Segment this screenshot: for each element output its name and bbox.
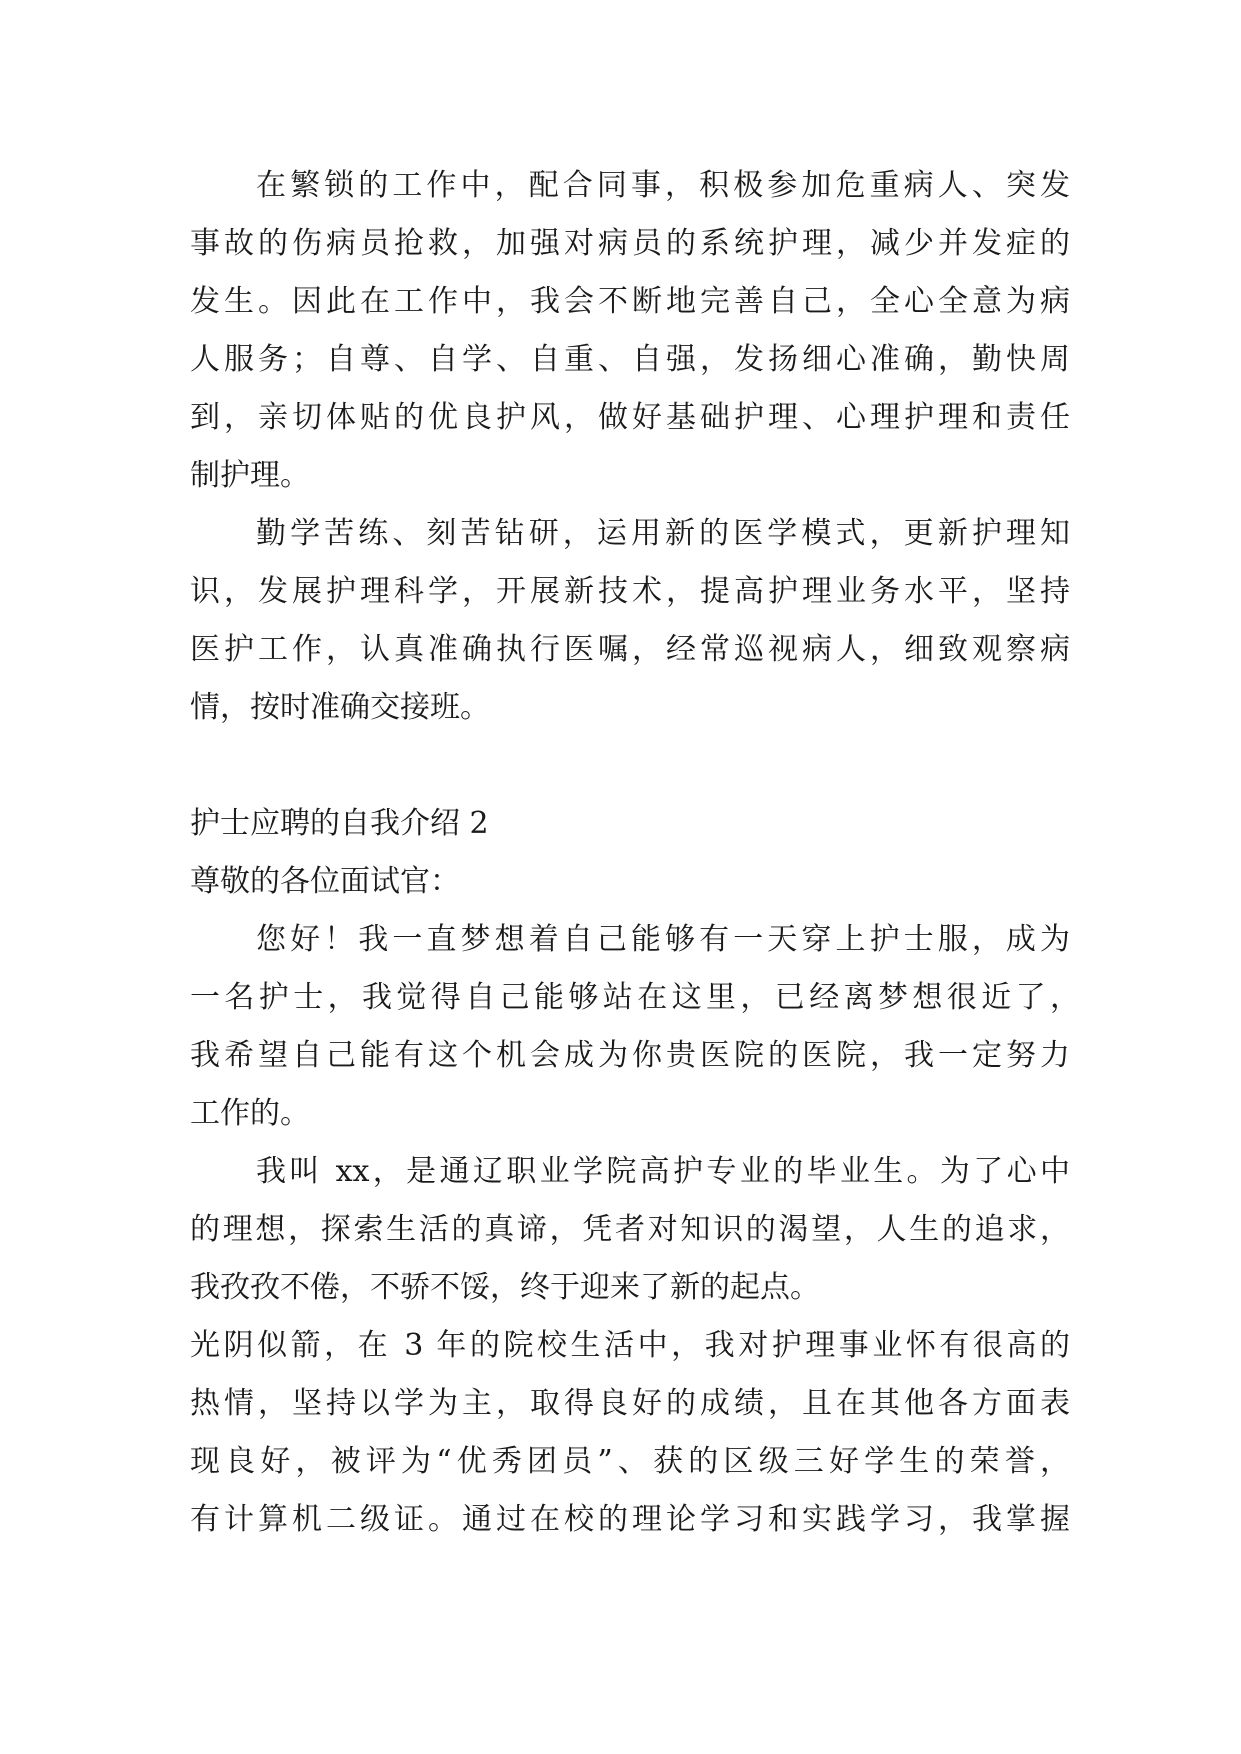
paragraph-4-line-3: 我孜孜不倦，不骄不馁，终于迎来了新的起点。: [190, 1270, 820, 1305]
paragraph-2-line-3: 医护工作，认真准确执行医嘱，经常巡视病人，细致观察病: [190, 632, 1070, 667]
paragraph-3-line-1: 您好！我一直梦想着自己能够有一天穿上护士服，成为: [256, 922, 1070, 957]
paragraph-5-line-3: 现良好，被评为“优秀团员”、获的区级三好学生的荣誉，: [190, 1444, 1070, 1479]
paragraph-4-line-1: 我叫 xx，是通辽职业学院高护专业的毕业生。为了心中: [256, 1154, 1070, 1189]
paragraph-1-line-5: 到，亲切体贴的优良护风，做好基础护理、心理护理和责任: [190, 400, 1070, 435]
paragraph-4-line-2: 的理想，探索生活的真谛，凭者对知识的渴望，人生的追求，: [190, 1212, 1070, 1247]
paragraph-2-line-2: 识，发展护理科学，开展新技术，提高护理业务水平，坚持: [190, 574, 1070, 609]
paragraph-3-line-2: 一名护士，我觉得自己能够站在这里，已经离梦想很近了，: [190, 980, 1080, 1015]
paragraph-2-line-1: 勤学苦练、刻苦钻研，运用新的医学模式，更新护理知: [256, 516, 1070, 551]
salutation: 尊敬的各位面试官：: [190, 864, 460, 899]
paragraph-5-line-2: 热情，坚持以学为主，取得良好的成绩，且在其他各方面表: [190, 1386, 1070, 1421]
paragraph-1-line-6: 制护理。: [190, 458, 310, 493]
paragraph-1-line-3: 发生。因此在工作中，我会不断地完善自己，全心全意为病: [190, 284, 1070, 319]
paragraph-1-line-2: 事故的伤病员抢救，加强对病员的系统护理，减少并发症的: [190, 226, 1070, 261]
section-title: 护士应聘的自我介绍 2: [190, 806, 489, 841]
paragraph-3-line-3: 我希望自己能有这个机会成为你贵医院的医院，我一定努力: [190, 1038, 1070, 1073]
paragraph-1-line-4: 人服务；自尊、自学、自重、自强，发扬细心准确，勤快周: [190, 342, 1070, 377]
paragraph-5-line-4: 有计算机二级证。通过在校的理论学习和实践学习，我掌握: [190, 1502, 1070, 1537]
paragraph-2-line-4: 情，按时准确交接班。: [190, 690, 490, 725]
paragraph-3-line-4: 工作的。: [190, 1096, 310, 1131]
paragraph-1-line-1: 在繁锁的工作中，配合同事，积极参加危重病人、突发: [256, 168, 1070, 203]
paragraph-5-line-1: 光阴似箭，在 3 年的院校生活中，我对护理事业怀有很高的: [190, 1328, 1070, 1363]
